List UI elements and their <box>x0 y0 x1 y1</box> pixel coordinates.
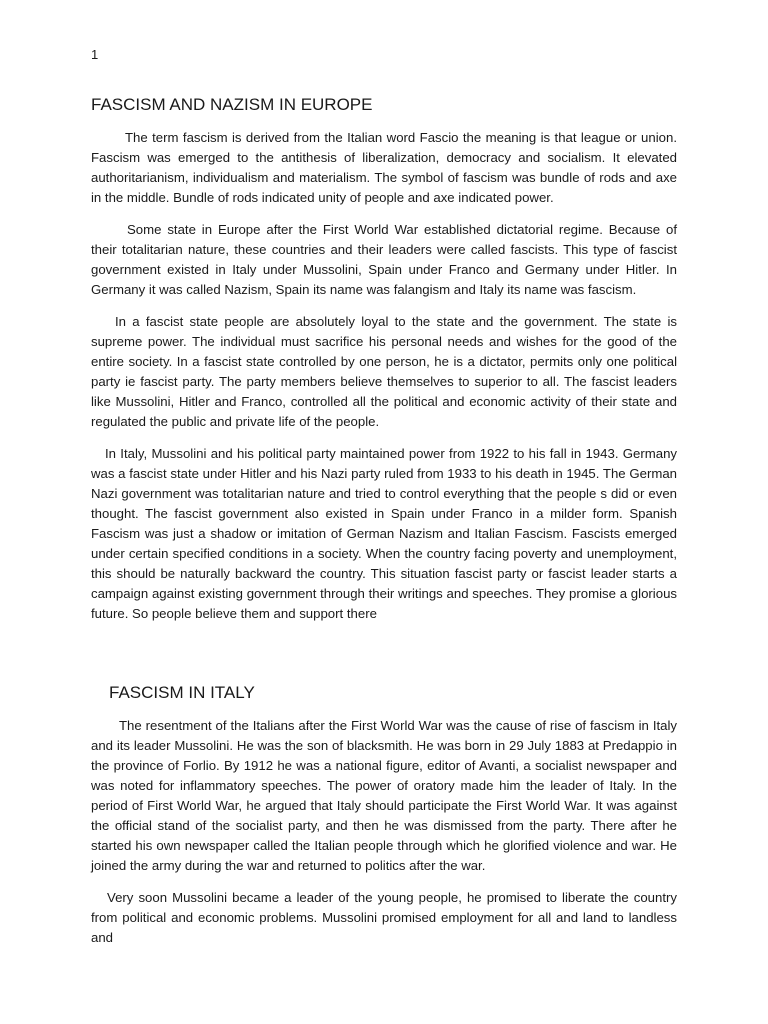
document-title: FASCISM AND NAZISM IN EUROPE <box>91 95 373 114</box>
paragraph-mussolini-leader: Very soon Mussolini became a leader of the young people, he promised to liberate the country from political and economic problems. Mussolini promised employment for all and land to landless and <box>91 890 677 945</box>
paragraph-dictatorial-regimes: Some state in Europe after the First World War established dictatorial regime. Because of their totalitarian nature, these countries and their leaders were called fascists. This type of fascist government existed in Italy under Mussolini, Spain under Franco and Germany under Hitler. In Germany it was called Nazism, Spain its name was falangism and Italy its name was fascism. <box>91 222 677 297</box>
paragraph-mussolini-rise: The resentment of the Italians after the First World War was the cause of rise of fascism in Italy and its leader Mussolini. He was the son of blacksmith. He was born in 29 July 1883 at Predappio in the province of Forlio. By 1912 he was a national figure, editor of Avanti, a socialist newspaper and was noted for inflammatory speeches. The power of oratory made him the leader of Italy. In the period of First World War, he argued that Italy should participate the First World War. It was against the official stand of the socialist party, and then he was dismissed from the party. There after he started his own newspaper called the Italian people through which he glorified violence and war. He joined the army during the war and returned to politics after the war. <box>91 718 677 873</box>
paragraph-fascism-definition: The term fascism is derived from the Italian word Fascio the meaning is that league or union. Fascism was emerged to the antithesis of liberalization, democracy and socialism. It elevated authoritarianism, individualism and materialism. The symbol of fascism was bundle of rods and axe in the middle. Bundle of rods indicated unity of people and axe indicated power. <box>91 130 677 205</box>
document-body <box>91 94 677 948</box>
paragraph-fascist-state: In a fascist state people are absolutely loyal to the state and the government. The state is supreme power. The individual must sacrifice his personal needs and wishes for the good of the entire society. In a fascist state controlled by one person, he is a dictator, permits only one political party ie fascist party. The party members believe themselves to superior to all. The fascist leaders like Mussolini, Hitler and Franco, controlled all the political and economic activity of their state and regulated the public and private life of the people. <box>91 314 677 429</box>
paragraph-fascist-countries: In Italy, Mussolini and his political party maintained power from 1922 to his fall in 1943. Germany was a fascist state under Hitler and his Nazi party ruled from 1933 to his death in 1945. The German Nazi government was totalitarian nature and tried to control everything that the people s did or even thought. The fascist government also existed in Spain under Franco in a milder form. Spanish Fascism was just a shadow or imitation of German Nazism and Italian Fascism. Fascists emerged under certain specified conditions in a society. When the country facing poverty and unemployment, this should be naturally backward the country. This situation fascist party or fascist leader starts a campaign against existing government through their writings and speeches. They promise a glorious future. So people believe them and support there <box>91 446 677 621</box>
page-number: 1 <box>91 47 99 62</box>
section-heading-fascism-in-italy: FASCISM IN ITALY <box>109 683 255 702</box>
